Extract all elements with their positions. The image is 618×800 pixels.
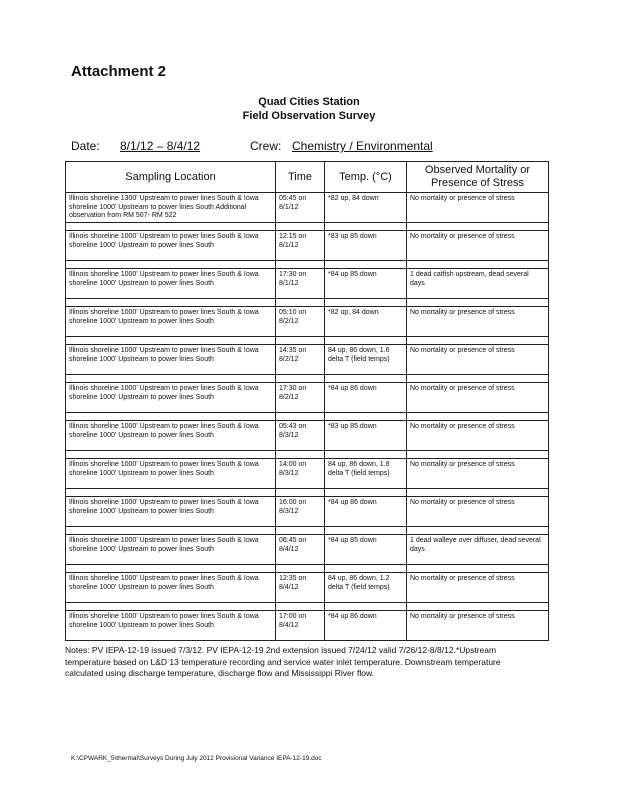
- cell-observation: No mortality or presence of stress: [407, 345, 549, 375]
- date-label: Date:: [71, 139, 100, 153]
- station-name: Quad Cities Station: [258, 96, 360, 108]
- cell-temp: *84 up 85 down: [325, 535, 407, 565]
- table-row: [66, 459, 549, 489]
- cell-time: 05:10 on 8/2/12: [276, 307, 325, 337]
- cell-observation: 1 dead catfish upstream, dead several days: [407, 269, 549, 299]
- cell-location: Illinois shoreline 1000' Upstream to power lines South & Iowa shoreline 1000' Upstream to power lines South: [66, 231, 276, 261]
- observation-table: [65, 161, 549, 641]
- cell-temp: *84 up 86 down: [325, 497, 407, 527]
- spacer-cell: [325, 337, 407, 345]
- spacer-cell: [325, 603, 407, 611]
- table-row: [66, 193, 549, 223]
- cell-time: 17:30 on 8/2/12: [276, 383, 325, 413]
- cell-location: Illinois shoreline 1000' Upstream to power lines South & Iowa shoreline 1000' Upstream to power lines South: [66, 269, 276, 299]
- spacer-cell: [276, 527, 325, 535]
- spacer-cell: [276, 299, 325, 307]
- cell-temp: 84 up, 86 down, 1.6 delta T (field temps): [325, 345, 407, 375]
- table-row: [66, 269, 549, 299]
- table-row: [66, 383, 549, 413]
- cell-observation: No mortality or presence of stress: [407, 307, 549, 337]
- cell-time: 05:43 on 8/3/12: [276, 421, 325, 451]
- cell-location: Illinois shoreline 1000' Upstream to power lines South & Iowa shoreline 1000' Upstream to power lines South: [66, 573, 276, 603]
- cell-temp: *84 up 85 down: [325, 269, 407, 299]
- row-spacer: [66, 223, 549, 231]
- spacer-cell: [66, 337, 276, 345]
- spacer-cell: [276, 603, 325, 611]
- spacer-cell: [276, 489, 325, 497]
- spacer-cell: [276, 451, 325, 459]
- cell-location: Illinois shoreline 1000' Upstream to power lines South & Iowa shoreline 1000' Upstream to power lines South: [66, 535, 276, 565]
- spacer-cell: [325, 299, 407, 307]
- table-row: [66, 611, 549, 641]
- table-row: [66, 345, 549, 375]
- column-header-time: Time: [276, 162, 325, 193]
- spacer-cell: [276, 565, 325, 573]
- title-block: [0, 95, 618, 123]
- row-spacer: [66, 375, 549, 383]
- spacer-cell: [325, 261, 407, 269]
- row-spacer: [66, 603, 549, 611]
- cell-observation: No mortality or presence of stress: [407, 193, 549, 223]
- spacer-cell: [66, 565, 276, 573]
- spacer-cell: [325, 223, 407, 231]
- cell-temp: *84 up 86 down: [325, 383, 407, 413]
- spacer-cell: [325, 375, 407, 383]
- cell-observation: No mortality or presence of stress: [407, 573, 549, 603]
- spacer-cell: [407, 261, 549, 269]
- cell-time: 12:15 on 8/1/12: [276, 231, 325, 261]
- cell-location: Illinois shoreline 1000' Upstream to power lines South & Iowa shoreline 1000' Upstream to power lines South: [66, 459, 276, 489]
- table-row: [66, 497, 549, 527]
- spacer-cell: [276, 337, 325, 345]
- cell-time: 12:35 on 8/4/12: [276, 573, 325, 603]
- spacer-cell: [66, 223, 276, 231]
- spacer-cell: [276, 375, 325, 383]
- cell-time: 14:00 on 8/3/12: [276, 459, 325, 489]
- cell-time: 14:35 on 8/2/12: [276, 345, 325, 375]
- column-header-temp: Temp. (°C): [325, 162, 407, 193]
- spacer-cell: [66, 451, 276, 459]
- cell-time: 16:00 on 8/3/12: [276, 497, 325, 527]
- date-value: 8/1/12 – 8/4/12: [120, 139, 201, 153]
- row-spacer: [66, 451, 549, 459]
- attachment-heading: Attachment 2: [71, 63, 167, 80]
- spacer-cell: [325, 413, 407, 421]
- notes: Notes: PV IEPA-12-19 issued 7/3/12. PV IEPA-12-19 2nd extension issued 7/24/12 valid 7/26/12-8/8/12.*Upstream temperature based on L&D 13 temperature recording and service water inlet temperature. Downstream temperature calculated using discharge temperature, discharge flow and Mississippi River flow.: [65, 645, 501, 678]
- cell-location: Illinois shoreline 1000' Upstream to power lines South & Iowa shoreline 1000' Upstream to power lines South: [66, 307, 276, 337]
- cell-observation: No mortality or presence of stress: [407, 497, 549, 527]
- crew-value: Chemistry / Environmental: [292, 139, 433, 153]
- spacer-cell: [407, 527, 549, 535]
- cell-location: Illinois shoreline 1000' Upstream to power lines South & Iowa shoreline 1000' Upstream to power lines South: [66, 383, 276, 413]
- spacer-cell: [407, 375, 549, 383]
- spacer-cell: [66, 527, 276, 535]
- table-body: [66, 193, 549, 641]
- column-header-observation: Observed Mortality or Presence of Stress: [407, 162, 549, 193]
- spacer-cell: [407, 299, 549, 307]
- cell-time: 17:30 on 8/1/12: [276, 269, 325, 299]
- cell-time: 05:45 on 8/1/12: [276, 193, 325, 223]
- spacer-cell: [325, 451, 407, 459]
- table-row: [66, 307, 549, 337]
- cell-observation: No mortality or presence of stress: [407, 421, 549, 451]
- spacer-cell: [66, 299, 276, 307]
- survey-title: Field Observation Survey: [242, 110, 376, 122]
- spacer-cell: [407, 451, 549, 459]
- crew-label: Crew:: [250, 139, 282, 153]
- cell-temp: 84 up, 86 down, 1.8 delta T (field temps): [325, 459, 407, 489]
- spacer-cell: [407, 223, 549, 231]
- spacer-cell: [325, 489, 407, 497]
- cell-temp: *83 up 85 down: [325, 231, 407, 261]
- cell-observation: No mortality or presence of stress: [407, 611, 549, 641]
- row-spacer: [66, 299, 549, 307]
- file-path-footer: K:\CPWARK_5\thermal\Surveys During July 2012 Provisional Variance IEPA-12-19.doc: [71, 755, 322, 762]
- row-spacer: [66, 527, 549, 535]
- spacer-cell: [407, 565, 549, 573]
- table-row: [66, 231, 549, 261]
- cell-time: 06:45 on 8/4/12: [276, 535, 325, 565]
- spacer-cell: [325, 565, 407, 573]
- row-spacer: [66, 413, 549, 421]
- row-spacer: [66, 489, 549, 497]
- cell-observation: 1 dead walleye over diffuser, dead several days: [407, 535, 549, 565]
- cell-location: Illinois shoreline 1000' Upstream to power lines South & Iowa shoreline 1000' Upstream to power lines South: [66, 611, 276, 641]
- spacer-cell: [66, 261, 276, 269]
- table-header-row: [66, 162, 549, 193]
- row-spacer: [66, 565, 549, 573]
- table-row: [66, 421, 549, 451]
- cell-location: Illinois shoreline 1000' Upstream to power lines South & Iowa shoreline 1000' Upstream to power lines South: [66, 497, 276, 527]
- spacer-cell: [66, 603, 276, 611]
- cell-temp: *82 up, 84 down: [325, 307, 407, 337]
- table-row: [66, 573, 549, 603]
- spacer-cell: [66, 375, 276, 383]
- cell-observation: No mortality or presence of stress: [407, 459, 549, 489]
- spacer-cell: [276, 223, 325, 231]
- cell-observation: No mortality or presence of stress: [407, 231, 549, 261]
- spacer-cell: [276, 261, 325, 269]
- column-header-location: Sampling Location: [66, 162, 276, 193]
- row-spacer: [66, 261, 549, 269]
- cell-location: Illinois shoreline 1300' Upstream to power lines South & Iowa shoreline 1000' Upstream to power lines South Additional observation from RM 507- RM 522: [66, 193, 276, 223]
- spacer-cell: [407, 489, 549, 497]
- cell-location: Illinois shoreline 1000' Upstream to power lines South & Iowa shoreline 1000' Upstream to power lines South: [66, 345, 276, 375]
- cell-temp: *82 up, 84 down: [325, 193, 407, 223]
- cell-temp: *84 up 86 down: [325, 611, 407, 641]
- spacer-cell: [66, 489, 276, 497]
- spacer-cell: [407, 337, 549, 345]
- spacer-cell: [66, 413, 276, 421]
- cell-location: Illinois shoreline 1000' Upstream to power lines South & Iowa shoreline 1000' Upstream to power lines South: [66, 421, 276, 451]
- spacer-cell: [407, 603, 549, 611]
- table-row: [66, 535, 549, 565]
- spacer-cell: [325, 527, 407, 535]
- spacer-cell: [407, 413, 549, 421]
- spacer-cell: [276, 413, 325, 421]
- row-spacer: [66, 337, 549, 345]
- cell-temp: 84 up, 86 down, 1.2 delta T (field temps): [325, 573, 407, 603]
- cell-temp: *83 up 85 down: [325, 421, 407, 451]
- cell-time: 17:00 on 8/4/12: [276, 611, 325, 641]
- cell-observation: No mortality or presence of stress: [407, 383, 549, 413]
